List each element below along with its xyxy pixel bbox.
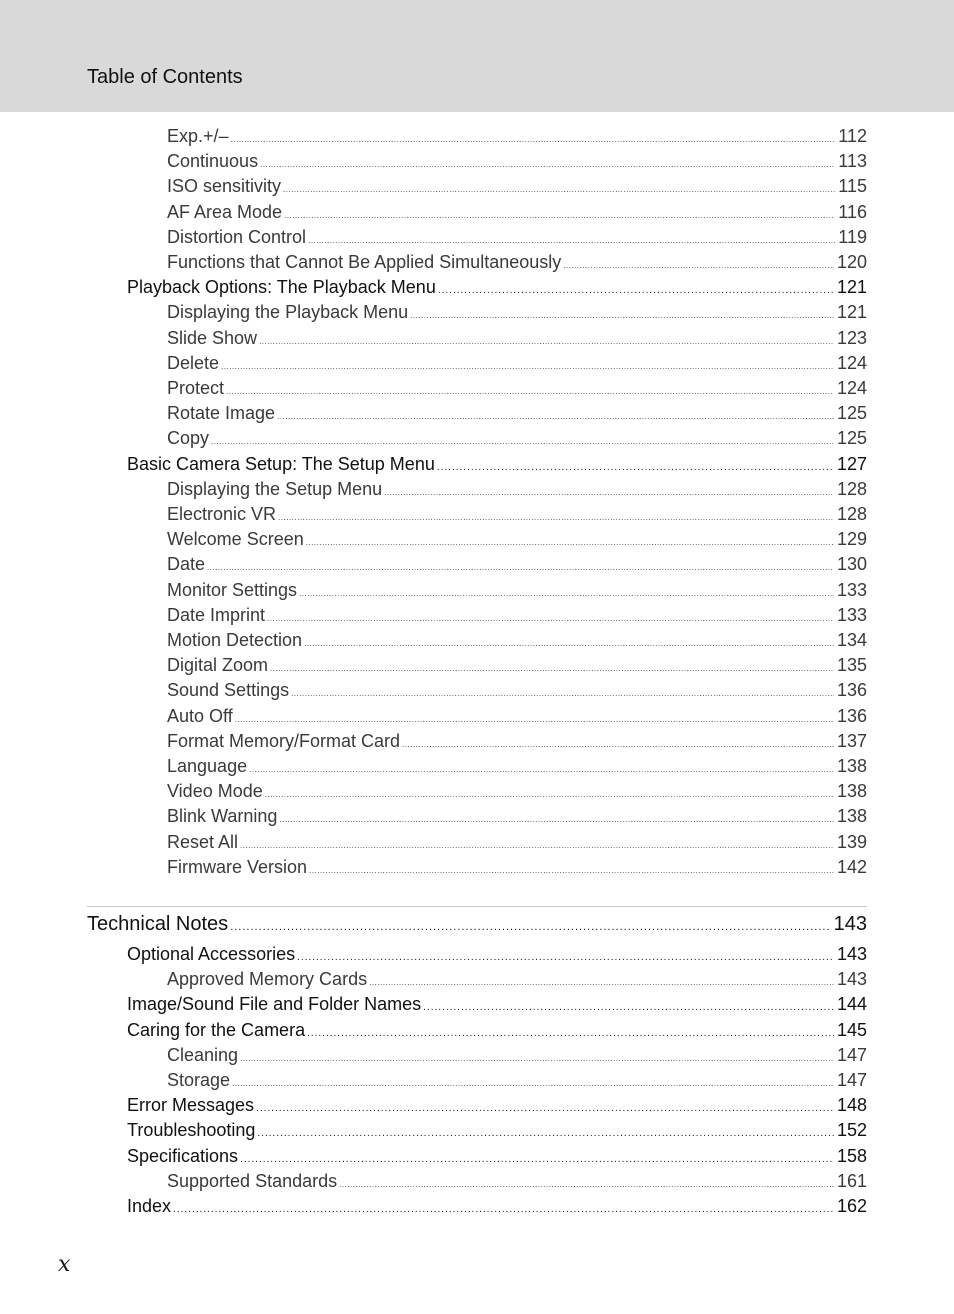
toc-entry-title: Troubleshooting <box>127 1120 256 1141</box>
dot-leader <box>309 866 834 875</box>
dot-leader <box>308 236 835 245</box>
toc-entry-title: Storage <box>167 1070 231 1090</box>
dot-leader <box>277 412 834 421</box>
toc-entry-title: Firmware Version <box>167 856 308 877</box>
toc-entry[interactable] <box>167 403 867 424</box>
toc-entry[interactable] <box>127 277 867 298</box>
toc-entry[interactable] <box>167 857 867 878</box>
toc-entry-title: Technical Notes <box>87 913 229 935</box>
dot-leader <box>339 1180 834 1189</box>
toc-entry-title: Motion Detection <box>167 630 303 650</box>
toc-entry-page: 147 <box>836 1044 867 1065</box>
toc-entry[interactable] <box>167 504 867 525</box>
toc-entry-page: 124 <box>836 378 867 398</box>
dot-leader <box>231 135 836 144</box>
dot-leader <box>256 1103 834 1114</box>
page-number: x <box>58 1252 71 1277</box>
toc-entry-title: Reset All <box>167 831 239 852</box>
toc-entry[interactable] <box>167 832 867 853</box>
dot-leader <box>260 160 835 169</box>
toc-entry-page: 128 <box>836 504 867 524</box>
dot-leader <box>270 664 834 673</box>
dot-leader <box>306 538 834 547</box>
toc-entry-title: Date <box>167 554 206 575</box>
toc-entry[interactable] <box>127 454 867 475</box>
toc-entry-page: 133 <box>836 579 867 600</box>
dot-leader <box>267 614 834 623</box>
toc-entry-page: 147 <box>836 1070 867 1090</box>
dot-leader <box>211 437 834 446</box>
toc-entry[interactable] <box>167 202 867 223</box>
dot-leader <box>230 921 830 933</box>
toc-entry[interactable] <box>167 1171 867 1192</box>
toc-entry-page: 162 <box>836 1196 867 1216</box>
toc-entry-page: 120 <box>836 252 867 272</box>
toc-entry-title: Sound Settings <box>167 680 290 701</box>
toc-entry[interactable] <box>127 1146 867 1167</box>
toc-entry-page: 136 <box>836 680 867 701</box>
toc-entry-page: 129 <box>836 529 867 550</box>
dot-leader <box>283 185 835 194</box>
toc-entry-title: Caring for the Camera <box>127 1019 306 1040</box>
toc-entry-title: Basic Camera Setup: The Setup Menu <box>127 453 435 474</box>
toc-entry-title: Protect <box>167 378 225 398</box>
toc-entry-page: 127 <box>836 453 867 474</box>
toc-entry-title: Cleaning <box>167 1044 239 1065</box>
dot-leader <box>437 462 834 473</box>
toc-entry-title: Slide Show <box>167 327 258 348</box>
dot-leader <box>284 211 835 220</box>
toc-entry[interactable] <box>167 1045 867 1066</box>
toc-entry-page: 142 <box>836 856 867 877</box>
header-band <box>0 0 954 112</box>
toc-entry-title: Image/Sound File and Folder Names <box>127 994 422 1015</box>
toc-entry[interactable] <box>167 580 867 601</box>
toc-entry[interactable] <box>167 328 867 349</box>
dot-leader <box>384 488 834 497</box>
toc-entry[interactable] <box>167 428 867 449</box>
toc-entry-page: 148 <box>836 1095 867 1116</box>
toc-entry-page: 138 <box>836 781 867 802</box>
toc-entry-title: Displaying the Setup Menu <box>167 478 383 499</box>
toc-entry-page: 119 <box>838 226 867 247</box>
toc-entry-title: Index <box>127 1196 172 1216</box>
toc-entry-title: Functions that Cannot Be Applied Simultaneously <box>167 252 562 272</box>
dot-leader <box>240 841 834 850</box>
toc-entry-page: 143 <box>836 969 867 990</box>
toc-entry-page: 134 <box>836 630 867 650</box>
toc-entry-page: 137 <box>836 730 867 751</box>
toc-entry[interactable] <box>167 1070 867 1091</box>
toc-entry-page: 138 <box>836 756 867 776</box>
toc-entry[interactable] <box>167 176 867 197</box>
toc-entry-title: Optional Accessories <box>127 944 296 964</box>
toc-entry-page: 116 <box>838 201 867 222</box>
dot-leader <box>232 1079 834 1088</box>
toc-entry[interactable] <box>167 605 867 626</box>
dot-leader <box>304 639 834 648</box>
toc-entry[interactable] <box>127 1196 867 1217</box>
toc-entry-title: Delete <box>167 352 220 373</box>
toc-entry-title: Playback Options: The Playback Menu <box>127 277 436 298</box>
toc-entry-page: 138 <box>836 806 867 827</box>
toc-entry[interactable] <box>167 252 867 273</box>
toc-entry[interactable] <box>167 655 867 676</box>
dot-leader <box>307 1028 834 1039</box>
toc-entry-page: 143 <box>836 944 867 964</box>
dot-leader <box>563 261 834 270</box>
toc-entry-page: 133 <box>836 604 867 625</box>
toc-entry-title: Copy <box>167 428 210 449</box>
toc-entry-page: 113 <box>838 151 867 172</box>
toc-entry-page: 124 <box>836 352 867 373</box>
toc-entry[interactable] <box>167 126 867 147</box>
toc-entry[interactable] <box>167 302 867 323</box>
toc-entry-page: 115 <box>838 176 867 197</box>
toc-entry-page: 121 <box>836 277 867 298</box>
toc-entry-title: Format Memory/Format Card <box>167 730 401 751</box>
dot-leader <box>257 1128 834 1139</box>
toc-entry-page: 139 <box>836 831 867 852</box>
toc-entry-title: Supported Standards <box>167 1170 338 1191</box>
toc-entry[interactable] <box>167 756 867 777</box>
toc-entry-page: 145 <box>836 1019 867 1040</box>
dot-leader <box>249 765 834 774</box>
section-divider <box>87 906 867 907</box>
toc-entry-page: 136 <box>836 705 867 726</box>
toc-entry-title: Continuous <box>167 151 259 172</box>
toc-entry-title: Digital Zoom <box>167 655 269 676</box>
toc-entry[interactable] <box>167 554 867 575</box>
dot-leader <box>240 1154 834 1165</box>
toc-entry-title: AF Area Mode <box>167 201 283 222</box>
toc-entry[interactable] <box>167 781 867 802</box>
toc-entry[interactable] <box>167 479 867 500</box>
toc-entry-title: Electronic VR <box>167 504 277 524</box>
toc-entry-title: Distortion Control <box>167 226 307 247</box>
toc-entry[interactable] <box>167 630 867 651</box>
toc-entry[interactable] <box>167 731 867 752</box>
toc-entry[interactable] <box>127 1120 867 1141</box>
toc-entry[interactable] <box>127 1020 867 1041</box>
dot-leader <box>278 513 834 522</box>
toc-entry-page: 112 <box>838 126 867 146</box>
toc-entry[interactable] <box>87 913 867 936</box>
toc-entry-title: Blink Warning <box>167 806 278 827</box>
dot-leader <box>438 285 834 296</box>
dot-leader <box>410 311 834 320</box>
toc-entry-page: 125 <box>836 403 867 424</box>
toc-entry-page: 152 <box>836 1120 867 1141</box>
dot-leader <box>240 1054 834 1063</box>
toc-entry[interactable] <box>167 806 867 827</box>
toc-entry-title: Welcome Screen <box>167 529 304 550</box>
dot-leader <box>173 1204 834 1215</box>
dot-leader <box>299 589 834 598</box>
toc-entry[interactable] <box>127 994 867 1015</box>
dot-leader <box>259 337 834 346</box>
toc-entry[interactable] <box>167 378 867 399</box>
toc-entry-page: 135 <box>836 655 867 676</box>
toc-entry[interactable] <box>167 529 867 550</box>
toc-entry[interactable] <box>167 151 867 172</box>
toc-entry[interactable] <box>167 680 867 701</box>
toc-entry-title: Approved Memory Cards <box>167 969 368 990</box>
toc-entry[interactable] <box>127 1095 867 1116</box>
toc-entry-title: Displaying the Playback Menu <box>167 302 409 323</box>
toc-entry[interactable] <box>167 706 867 727</box>
toc-entry[interactable] <box>127 944 867 965</box>
toc-entry-title: Error Messages <box>127 1095 255 1116</box>
dot-leader <box>226 387 834 396</box>
dot-leader <box>221 362 834 371</box>
toc-entry[interactable] <box>167 969 867 990</box>
toc-entry-page: 158 <box>836 1145 867 1166</box>
dot-leader <box>207 563 834 572</box>
dot-leader <box>297 952 834 963</box>
dot-leader <box>369 978 834 987</box>
toc-entry-title: Exp.+/– <box>167 126 229 146</box>
toc-entry-title: Monitor Settings <box>167 579 298 600</box>
toc-entry-title: Rotate Image <box>167 403 276 424</box>
toc-entry-title: Auto Off <box>167 705 233 726</box>
toc-entry-title: Video Mode <box>167 781 263 802</box>
toc-entry-title: Language <box>167 756 248 776</box>
toc-entry-page: 123 <box>836 327 867 348</box>
dot-leader <box>402 740 834 749</box>
toc-entry-page: 128 <box>836 478 867 499</box>
toc-entry-page: 143 <box>833 913 867 935</box>
toc-entry-page: 125 <box>836 428 867 449</box>
toc-entry-page: 144 <box>836 994 867 1015</box>
toc-entry-title: Specifications <box>127 1145 239 1166</box>
toc-entry-page: 130 <box>836 554 867 575</box>
toc-entry-title: ISO sensitivity <box>167 176 282 197</box>
toc-entry-page: 121 <box>836 302 867 323</box>
toc-entry-page: 161 <box>836 1170 867 1191</box>
dot-leader <box>423 1002 834 1013</box>
dot-leader <box>235 715 834 724</box>
dot-leader <box>291 689 834 698</box>
toc-entry-title: Date Imprint <box>167 604 266 625</box>
dot-leader <box>265 790 834 799</box>
dot-leader <box>279 815 834 824</box>
toc-entry[interactable] <box>167 227 867 248</box>
page-title: Table of Contents <box>87 66 243 88</box>
toc-entry[interactable] <box>167 353 867 374</box>
